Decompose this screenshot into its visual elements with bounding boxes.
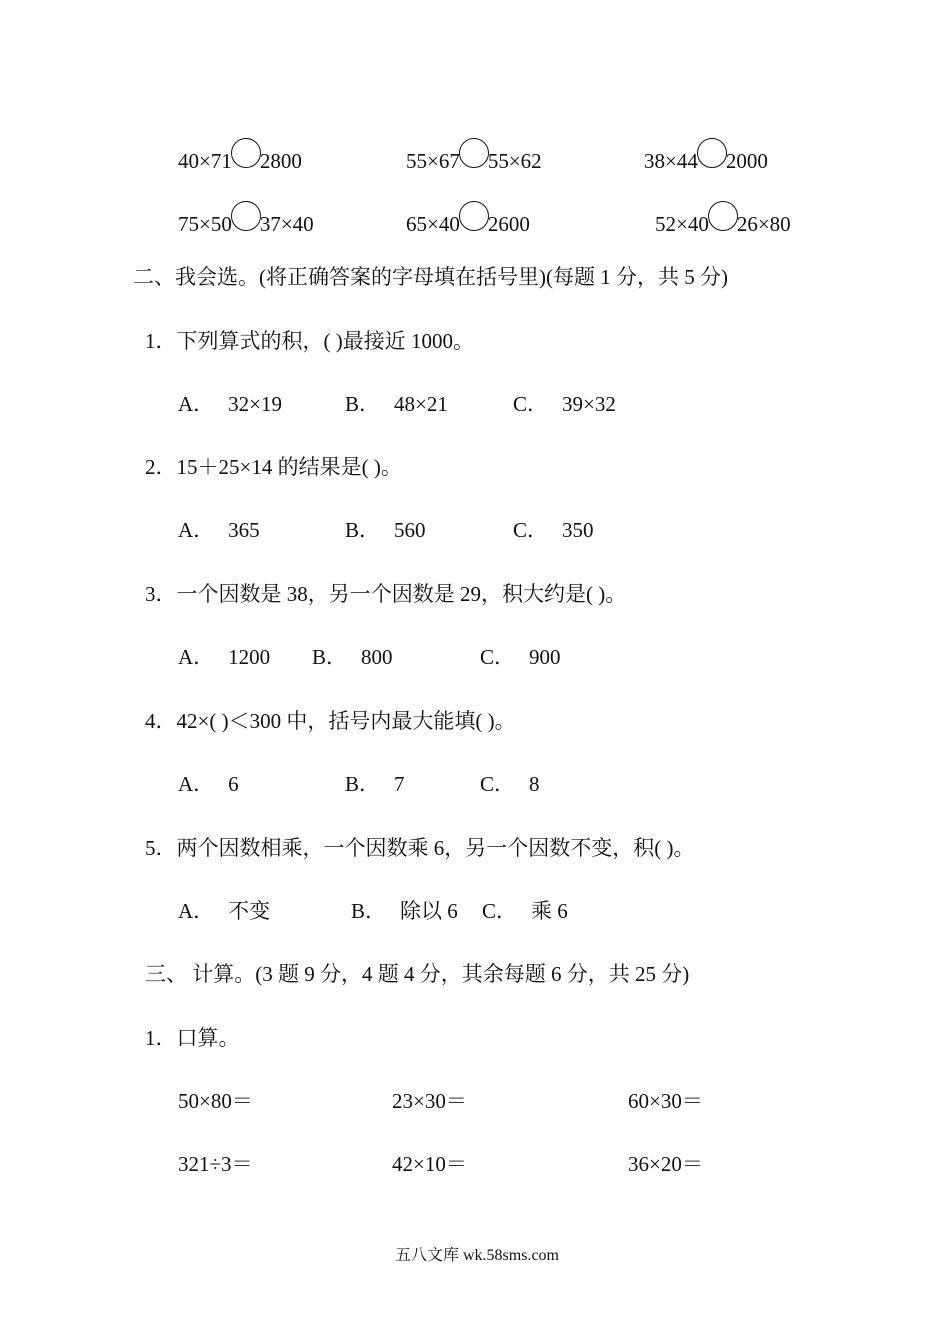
option-letter: B． <box>312 645 348 669</box>
compare-right: 2600 <box>487 212 530 236</box>
question-stem: 4．42×( )＜300 中，括号内最大能填( )。 <box>145 709 516 733</box>
option-letter: B． <box>345 772 381 796</box>
option-letter: C． <box>513 518 549 542</box>
compare-left: 40×71 <box>178 149 232 173</box>
compare-left: 65×40 <box>406 212 460 236</box>
oral-calc-item: 42×10＝ <box>392 1152 467 1176</box>
option-b[interactable] <box>345 520 426 541</box>
section-title: 三、 计算。(3 题 9 分，4 题 4 分，其余每题 6 分，共 25 分) <box>145 962 690 986</box>
compare-left: 52×40 <box>655 212 709 236</box>
section-title: 二、我会选。(将正确答案的字母填在括号里)(每题 1 分，共 5 分) <box>133 265 728 289</box>
option-text: 365 <box>228 518 260 542</box>
compare-item <box>406 142 542 172</box>
compare-item <box>655 205 791 235</box>
option-b[interactable] <box>312 647 393 668</box>
option-text: 32×19 <box>228 392 283 416</box>
option-letter: C． <box>513 392 549 416</box>
option-letter: A． <box>178 392 215 416</box>
option-letter: A． <box>178 518 215 542</box>
option-text: 1200 <box>228 645 271 669</box>
option-a[interactable] <box>178 520 260 541</box>
option-letter: B． <box>351 899 387 923</box>
compare-circle-blank[interactable] <box>697 138 727 168</box>
option-b[interactable] <box>351 901 458 922</box>
compare-item <box>406 205 530 235</box>
option-text: 不变 <box>228 899 271 923</box>
option-c[interactable] <box>480 647 561 668</box>
compare-left: 38×44 <box>644 149 698 173</box>
question-stem: 1．下列算式的积，( )最接近 1000。 <box>145 329 474 353</box>
option-c[interactable] <box>513 520 594 541</box>
oral-calc-item: 60×30＝ <box>628 1089 703 1113</box>
compare-right: 26×80 <box>736 212 791 236</box>
compare-right: 37×40 <box>259 212 314 236</box>
option-letter: C． <box>482 899 518 923</box>
option-text: 39×32 <box>562 392 616 416</box>
option-b[interactable] <box>345 394 448 415</box>
option-text: 560 <box>394 518 426 542</box>
compare-right: 55×62 <box>487 149 542 173</box>
option-a[interactable] <box>178 647 270 668</box>
option-letter: B． <box>345 518 381 542</box>
option-text: 7 <box>394 772 405 796</box>
compare-right: 2000 <box>725 149 768 173</box>
option-letter: A． <box>178 899 215 923</box>
option-text: 除以 6 <box>400 899 458 923</box>
option-letter: C． <box>480 772 516 796</box>
option-a[interactable] <box>178 901 270 922</box>
footer-watermark: 五八文库 wk.58sms.com <box>395 1247 560 1264</box>
question-stem: 3．一个因数是 38，另一个因数是 29，积大约是( )。 <box>145 582 627 606</box>
compare-circle-blank[interactable] <box>708 201 738 231</box>
option-a[interactable] <box>178 774 239 795</box>
option-c[interactable] <box>480 774 540 795</box>
option-text: 48×21 <box>394 392 448 416</box>
option-b[interactable] <box>345 774 405 795</box>
compare-item <box>178 205 314 235</box>
compare-circle-blank[interactable] <box>459 201 489 231</box>
compare-circle-blank[interactable] <box>459 138 489 168</box>
option-letter: A． <box>178 772 215 796</box>
option-text: 乘 6 <box>531 899 568 923</box>
option-letter: C． <box>480 645 516 669</box>
compare-circle-blank[interactable] <box>231 138 261 168</box>
question-stem: 5．两个因数相乘，一个因数乘 6，另一个因数不变，积( )。 <box>145 836 695 860</box>
compare-item <box>644 142 768 172</box>
compare-left: 75×50 <box>178 212 232 236</box>
option-text: 8 <box>529 772 540 796</box>
option-a[interactable] <box>178 394 282 415</box>
compare-right: 2800 <box>259 149 302 173</box>
option-text: 350 <box>562 518 594 542</box>
option-c[interactable] <box>513 394 616 415</box>
option-text: 6 <box>228 772 239 796</box>
compare-left: 55×67 <box>406 149 460 173</box>
option-text: 800 <box>361 645 393 669</box>
compare-item <box>178 142 302 172</box>
oral-calc-item: 23×30＝ <box>392 1089 467 1113</box>
option-text: 900 <box>529 645 561 669</box>
compare-circle-blank[interactable] <box>231 201 261 231</box>
question-stem: 1．口算。 <box>145 1026 240 1050</box>
option-c[interactable] <box>482 901 568 922</box>
question-stem: 2．15＋25×14 的结果是( )。 <box>145 455 402 479</box>
option-letter: A． <box>178 645 215 669</box>
oral-calc-item: 36×20＝ <box>628 1152 703 1176</box>
option-letter: B． <box>345 392 381 416</box>
oral-calc-item: 50×80＝ <box>178 1089 253 1113</box>
oral-calc-item: 321÷3＝ <box>178 1152 253 1176</box>
